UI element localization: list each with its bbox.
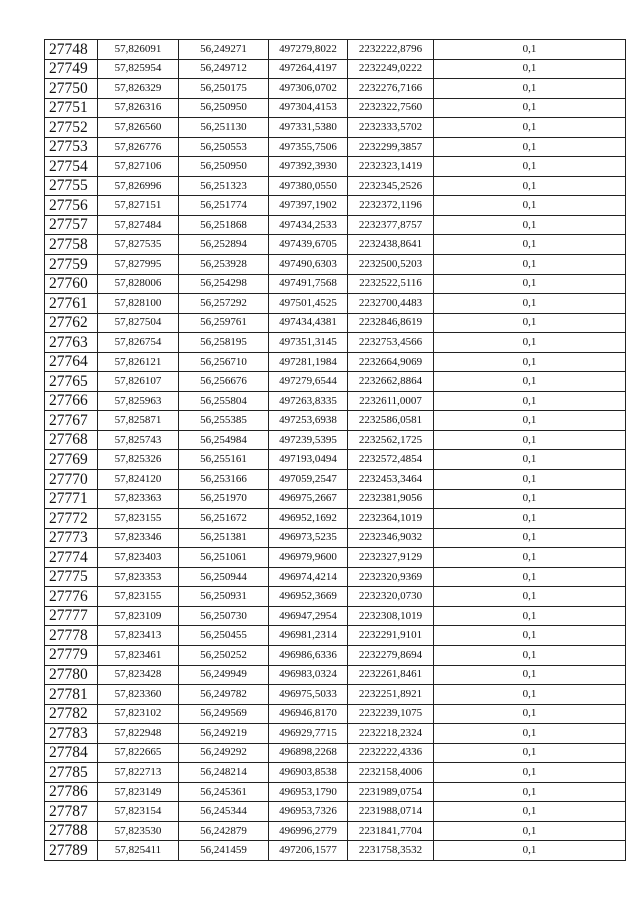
value-cell-1: 57,824120 — [98, 470, 179, 490]
value-cell-2: 56,251970 — [179, 489, 269, 509]
value-cell-4: 2232322,7560 — [348, 98, 434, 118]
value-cell-1: 57,827504 — [98, 313, 179, 333]
table-row — [45, 685, 626, 705]
value-cell-4: 2232611,0007 — [348, 391, 434, 411]
value-cell-3: 497264,4197 — [269, 59, 348, 79]
value-cell-2: 56,253928 — [179, 255, 269, 275]
table-row — [45, 372, 626, 392]
value-cell-5: 0,1 — [434, 470, 626, 490]
value-cell-1: 57,823149 — [98, 782, 179, 802]
value-cell-5: 0,1 — [434, 450, 626, 470]
value-cell-4: 2232846,8619 — [348, 313, 434, 333]
value-cell-2: 56,251323 — [179, 176, 269, 196]
value-cell-4: 2232251,8921 — [348, 685, 434, 705]
table-row — [45, 528, 626, 548]
value-cell-3: 496952,1692 — [269, 509, 348, 529]
value-cell-5: 0,1 — [434, 372, 626, 392]
point-number-cell: 27780 — [45, 665, 98, 685]
value-cell-2: 56,255161 — [179, 450, 269, 470]
point-number-cell: 27763 — [45, 333, 98, 353]
value-cell-5: 0,1 — [434, 137, 626, 157]
value-cell-1: 57,822713 — [98, 763, 179, 783]
value-cell-2: 56,257292 — [179, 294, 269, 314]
table-row — [45, 137, 626, 157]
point-number-cell: 27764 — [45, 352, 98, 372]
table-row — [45, 98, 626, 118]
point-number-cell: 27785 — [45, 763, 98, 783]
point-number-cell: 27779 — [45, 645, 98, 665]
value-cell-5: 0,1 — [434, 548, 626, 568]
value-cell-5: 0,1 — [434, 724, 626, 744]
value-cell-1: 57,823530 — [98, 821, 179, 841]
value-cell-3: 497281,1984 — [269, 352, 348, 372]
point-number-cell: 27758 — [45, 235, 98, 255]
value-cell-2: 56,256710 — [179, 352, 269, 372]
value-cell-3: 496986,6336 — [269, 645, 348, 665]
point-number-cell: 27766 — [45, 391, 98, 411]
table-row — [45, 841, 626, 861]
value-cell-3: 497380,0550 — [269, 176, 348, 196]
point-number-cell: 27772 — [45, 509, 98, 529]
value-cell-1: 57,823428 — [98, 665, 179, 685]
value-cell-3: 497279,8022 — [269, 40, 348, 60]
point-number-cell: 27769 — [45, 450, 98, 470]
value-cell-5: 0,1 — [434, 196, 626, 216]
value-cell-3: 497434,2533 — [269, 215, 348, 235]
value-cell-2: 56,241459 — [179, 841, 269, 861]
value-cell-3: 497439,6705 — [269, 235, 348, 255]
table-row — [45, 59, 626, 79]
value-cell-5: 0,1 — [434, 255, 626, 275]
value-cell-3: 497206,1577 — [269, 841, 348, 861]
value-cell-1: 57,823155 — [98, 587, 179, 607]
point-number-cell: 27770 — [45, 470, 98, 490]
value-cell-3: 497193,0494 — [269, 450, 348, 470]
value-cell-2: 56,250175 — [179, 79, 269, 99]
value-cell-3: 496996,2779 — [269, 821, 348, 841]
value-cell-2: 56,251672 — [179, 509, 269, 529]
value-cell-5: 0,1 — [434, 274, 626, 294]
value-cell-4: 2232662,8864 — [348, 372, 434, 392]
value-cell-3: 497351,3145 — [269, 333, 348, 353]
value-cell-5: 0,1 — [434, 79, 626, 99]
value-cell-2: 56,250252 — [179, 645, 269, 665]
value-cell-4: 2231989,0754 — [348, 782, 434, 802]
value-cell-2: 56,249949 — [179, 665, 269, 685]
value-cell-4: 2232218,2324 — [348, 724, 434, 744]
value-cell-1: 57,823353 — [98, 567, 179, 587]
value-cell-5: 0,1 — [434, 157, 626, 177]
point-number-cell: 27761 — [45, 294, 98, 314]
value-cell-1: 57,823109 — [98, 606, 179, 626]
value-cell-1: 57,823346 — [98, 528, 179, 548]
point-number-cell: 27751 — [45, 98, 98, 118]
value-cell-2: 56,259761 — [179, 313, 269, 333]
value-cell-5: 0,1 — [434, 626, 626, 646]
point-number-cell: 27759 — [45, 255, 98, 275]
value-cell-3: 497253,6938 — [269, 411, 348, 431]
value-cell-5: 0,1 — [434, 802, 626, 822]
value-cell-2: 56,255385 — [179, 411, 269, 431]
value-cell-2: 56,250944 — [179, 567, 269, 587]
point-number-cell: 27748 — [45, 40, 98, 60]
value-cell-5: 0,1 — [434, 98, 626, 118]
value-cell-5: 0,1 — [434, 313, 626, 333]
value-cell-4: 2232438,8641 — [348, 235, 434, 255]
value-cell-5: 0,1 — [434, 763, 626, 783]
point-number-cell: 27753 — [45, 137, 98, 157]
table-row — [45, 470, 626, 490]
table-row — [45, 430, 626, 450]
value-cell-3: 496903,8538 — [269, 763, 348, 783]
value-cell-1: 57,825326 — [98, 450, 179, 470]
point-number-cell: 27771 — [45, 489, 98, 509]
value-cell-2: 56,251868 — [179, 215, 269, 235]
value-cell-5: 0,1 — [434, 841, 626, 861]
value-cell-2: 56,250931 — [179, 587, 269, 607]
value-cell-4: 2232158,4006 — [348, 763, 434, 783]
value-cell-2: 56,249569 — [179, 704, 269, 724]
point-number-cell: 27762 — [45, 313, 98, 333]
value-cell-4: 2232320,0730 — [348, 587, 434, 607]
point-number-cell: 27749 — [45, 59, 98, 79]
value-cell-5: 0,1 — [434, 528, 626, 548]
value-cell-4: 2232291,9101 — [348, 626, 434, 646]
value-cell-4: 2232345,2526 — [348, 176, 434, 196]
value-cell-5: 0,1 — [434, 587, 626, 607]
value-cell-1: 57,826091 — [98, 40, 179, 60]
point-number-cell: 27775 — [45, 567, 98, 587]
value-cell-1: 57,826754 — [98, 333, 179, 353]
value-cell-1: 57,826776 — [98, 137, 179, 157]
value-cell-1: 57,823102 — [98, 704, 179, 724]
point-number-cell: 27774 — [45, 548, 98, 568]
value-cell-2: 56,251061 — [179, 548, 269, 568]
table-row — [45, 352, 626, 372]
value-cell-5: 0,1 — [434, 391, 626, 411]
value-cell-4: 2232222,4336 — [348, 743, 434, 763]
table-row — [45, 118, 626, 138]
value-cell-3: 496953,7326 — [269, 802, 348, 822]
point-number-cell: 27754 — [45, 157, 98, 177]
table-row — [45, 626, 626, 646]
value-cell-2: 56,254298 — [179, 274, 269, 294]
table-row — [45, 196, 626, 216]
table-row — [45, 294, 626, 314]
value-cell-5: 0,1 — [434, 645, 626, 665]
table-row — [45, 567, 626, 587]
value-cell-3: 496947,2954 — [269, 606, 348, 626]
table-row — [45, 40, 626, 60]
value-cell-1: 57,823403 — [98, 548, 179, 568]
value-cell-2: 56,253166 — [179, 470, 269, 490]
value-cell-1: 57,825954 — [98, 59, 179, 79]
value-cell-2: 56,256676 — [179, 372, 269, 392]
value-cell-5: 0,1 — [434, 40, 626, 60]
value-cell-4: 2232500,5203 — [348, 255, 434, 275]
value-cell-1: 57,827106 — [98, 157, 179, 177]
point-number-cell: 27768 — [45, 430, 98, 450]
value-cell-2: 56,249782 — [179, 685, 269, 705]
value-cell-3: 496975,5033 — [269, 685, 348, 705]
value-cell-5: 0,1 — [434, 59, 626, 79]
value-cell-2: 56,254984 — [179, 430, 269, 450]
point-number-cell: 27786 — [45, 782, 98, 802]
value-cell-3: 496973,5235 — [269, 528, 348, 548]
value-cell-1: 57,822948 — [98, 724, 179, 744]
value-cell-5: 0,1 — [434, 430, 626, 450]
value-cell-1: 57,825411 — [98, 841, 179, 861]
table-row — [45, 821, 626, 841]
value-cell-2: 56,251130 — [179, 118, 269, 138]
point-number-cell: 27757 — [45, 215, 98, 235]
value-cell-4: 2231988,0714 — [348, 802, 434, 822]
value-cell-2: 56,248214 — [179, 763, 269, 783]
value-cell-2: 56,249271 — [179, 40, 269, 60]
value-cell-4: 2232372,1196 — [348, 196, 434, 216]
value-cell-2: 56,252894 — [179, 235, 269, 255]
value-cell-1: 57,828006 — [98, 274, 179, 294]
value-cell-4: 2231841,7704 — [348, 821, 434, 841]
value-cell-3: 496929,7715 — [269, 724, 348, 744]
value-cell-2: 56,251381 — [179, 528, 269, 548]
point-number-cell: 27756 — [45, 196, 98, 216]
point-number-cell: 27777 — [45, 606, 98, 626]
value-cell-3: 496952,3669 — [269, 587, 348, 607]
value-cell-3: 496979,9600 — [269, 548, 348, 568]
value-cell-4: 2232586,0581 — [348, 411, 434, 431]
value-cell-1: 57,823413 — [98, 626, 179, 646]
value-cell-5: 0,1 — [434, 665, 626, 685]
value-cell-2: 56,245344 — [179, 802, 269, 822]
value-cell-4: 2232381,9056 — [348, 489, 434, 509]
value-cell-1: 57,823360 — [98, 685, 179, 705]
table-row — [45, 235, 626, 255]
value-cell-1: 57,823155 — [98, 509, 179, 529]
point-number-cell: 27787 — [45, 802, 98, 822]
table-row — [45, 215, 626, 235]
value-cell-1: 57,826996 — [98, 176, 179, 196]
value-cell-4: 2232239,1075 — [348, 704, 434, 724]
table-row — [45, 704, 626, 724]
value-cell-4: 2232572,4854 — [348, 450, 434, 470]
table-row — [45, 587, 626, 607]
value-cell-4: 2232522,5116 — [348, 274, 434, 294]
value-cell-1: 57,823363 — [98, 489, 179, 509]
point-number-cell: 27783 — [45, 724, 98, 744]
table-row — [45, 411, 626, 431]
point-number-cell: 27784 — [45, 743, 98, 763]
value-cell-5: 0,1 — [434, 411, 626, 431]
value-cell-3: 497306,0702 — [269, 79, 348, 99]
value-cell-4: 2232333,5702 — [348, 118, 434, 138]
value-cell-3: 497304,4153 — [269, 98, 348, 118]
value-cell-1: 57,822665 — [98, 743, 179, 763]
value-cell-5: 0,1 — [434, 294, 626, 314]
value-cell-4: 2232323,1419 — [348, 157, 434, 177]
value-cell-4: 2232364,1019 — [348, 509, 434, 529]
point-number-cell: 27755 — [45, 176, 98, 196]
value-cell-1: 57,827484 — [98, 215, 179, 235]
value-cell-3: 497263,8335 — [269, 391, 348, 411]
point-number-cell: 27773 — [45, 528, 98, 548]
value-cell-4: 2232562,1725 — [348, 430, 434, 450]
point-number-cell: 27767 — [45, 411, 98, 431]
coordinates-table — [44, 39, 626, 861]
value-cell-2: 56,249292 — [179, 743, 269, 763]
table-row — [45, 313, 626, 333]
value-cell-1: 57,823461 — [98, 645, 179, 665]
value-cell-2: 56,250455 — [179, 626, 269, 646]
value-cell-3: 497501,4525 — [269, 294, 348, 314]
table-row — [45, 391, 626, 411]
point-number-cell: 27760 — [45, 274, 98, 294]
value-cell-3: 497397,1902 — [269, 196, 348, 216]
value-cell-1: 57,827151 — [98, 196, 179, 216]
table-row — [45, 645, 626, 665]
point-number-cell: 27776 — [45, 587, 98, 607]
value-cell-5: 0,1 — [434, 782, 626, 802]
value-cell-3: 497491,7568 — [269, 274, 348, 294]
value-cell-3: 496974,4214 — [269, 567, 348, 587]
value-cell-4: 2232249,0222 — [348, 59, 434, 79]
value-cell-3: 497355,7506 — [269, 137, 348, 157]
value-cell-1: 57,826107 — [98, 372, 179, 392]
value-cell-2: 56,250950 — [179, 157, 269, 177]
value-cell-3: 496946,8170 — [269, 704, 348, 724]
value-cell-5: 0,1 — [434, 509, 626, 529]
value-cell-5: 0,1 — [434, 704, 626, 724]
table-row — [45, 79, 626, 99]
value-cell-4: 2232453,3464 — [348, 470, 434, 490]
value-cell-1: 57,823154 — [98, 802, 179, 822]
value-cell-5: 0,1 — [434, 567, 626, 587]
table-row — [45, 157, 626, 177]
value-cell-1: 57,825871 — [98, 411, 179, 431]
value-cell-2: 56,250730 — [179, 606, 269, 626]
table-row — [45, 802, 626, 822]
value-cell-5: 0,1 — [434, 352, 626, 372]
value-cell-2: 56,258195 — [179, 333, 269, 353]
value-cell-5: 0,1 — [434, 235, 626, 255]
value-cell-2: 56,245361 — [179, 782, 269, 802]
value-cell-5: 0,1 — [434, 743, 626, 763]
value-cell-5: 0,1 — [434, 333, 626, 353]
value-cell-1: 57,826329 — [98, 79, 179, 99]
value-cell-3: 496898,2268 — [269, 743, 348, 763]
value-cell-4: 2232320,9369 — [348, 567, 434, 587]
value-cell-5: 0,1 — [434, 489, 626, 509]
table-row — [45, 255, 626, 275]
value-cell-4: 2232261,8461 — [348, 665, 434, 685]
value-cell-2: 56,242879 — [179, 821, 269, 841]
value-cell-4: 2232664,9069 — [348, 352, 434, 372]
value-cell-1: 57,828100 — [98, 294, 179, 314]
value-cell-1: 57,827535 — [98, 235, 179, 255]
table-body — [45, 40, 626, 861]
point-number-cell: 27781 — [45, 685, 98, 705]
value-cell-2: 56,250950 — [179, 98, 269, 118]
table-row — [45, 509, 626, 529]
value-cell-3: 496953,1790 — [269, 782, 348, 802]
value-cell-2: 56,251774 — [179, 196, 269, 216]
value-cell-5: 0,1 — [434, 821, 626, 841]
value-cell-3: 496975,2667 — [269, 489, 348, 509]
point-number-cell: 27778 — [45, 626, 98, 646]
value-cell-2: 56,250553 — [179, 137, 269, 157]
value-cell-3: 496981,2314 — [269, 626, 348, 646]
value-cell-3: 497434,4381 — [269, 313, 348, 333]
value-cell-4: 2232753,4566 — [348, 333, 434, 353]
point-number-cell: 27788 — [45, 821, 98, 841]
value-cell-5: 0,1 — [434, 118, 626, 138]
value-cell-3: 497490,6303 — [269, 255, 348, 275]
value-cell-3: 497331,5380 — [269, 118, 348, 138]
table-row — [45, 274, 626, 294]
value-cell-4: 2232308,1019 — [348, 606, 434, 626]
point-number-cell: 27752 — [45, 118, 98, 138]
value-cell-4: 2232222,8796 — [348, 40, 434, 60]
value-cell-4: 2232276,7166 — [348, 79, 434, 99]
table-row — [45, 489, 626, 509]
value-cell-2: 56,255804 — [179, 391, 269, 411]
point-number-cell: 27782 — [45, 704, 98, 724]
value-cell-1: 57,827995 — [98, 255, 179, 275]
table-row — [45, 606, 626, 626]
value-cell-4: 2232377,8757 — [348, 215, 434, 235]
point-number-cell: 27789 — [45, 841, 98, 861]
table-row — [45, 333, 626, 353]
value-cell-2: 56,249712 — [179, 59, 269, 79]
value-cell-4: 2232700,4483 — [348, 294, 434, 314]
point-number-cell: 27765 — [45, 372, 98, 392]
value-cell-2: 56,249219 — [179, 724, 269, 744]
value-cell-5: 0,1 — [434, 685, 626, 705]
point-number-cell: 27750 — [45, 79, 98, 99]
table-row — [45, 665, 626, 685]
value-cell-5: 0,1 — [434, 215, 626, 235]
table-row — [45, 782, 626, 802]
table-row — [45, 548, 626, 568]
table-row — [45, 450, 626, 470]
value-cell-4: 2232279,8694 — [348, 645, 434, 665]
value-cell-5: 0,1 — [434, 176, 626, 196]
table-row — [45, 176, 626, 196]
value-cell-3: 497279,6544 — [269, 372, 348, 392]
value-cell-4: 2232299,3857 — [348, 137, 434, 157]
table-row — [45, 763, 626, 783]
value-cell-3: 497059,2547 — [269, 470, 348, 490]
value-cell-5: 0,1 — [434, 606, 626, 626]
value-cell-4: 2232327,9129 — [348, 548, 434, 568]
value-cell-4: 2232346,9032 — [348, 528, 434, 548]
value-cell-3: 496983,0324 — [269, 665, 348, 685]
value-cell-3: 497392,3930 — [269, 157, 348, 177]
value-cell-3: 497239,5395 — [269, 430, 348, 450]
value-cell-1: 57,826560 — [98, 118, 179, 138]
table-row — [45, 724, 626, 744]
value-cell-1: 57,826121 — [98, 352, 179, 372]
value-cell-1: 57,825743 — [98, 430, 179, 450]
value-cell-4: 2231758,3532 — [348, 841, 434, 861]
value-cell-1: 57,825963 — [98, 391, 179, 411]
value-cell-1: 57,826316 — [98, 98, 179, 118]
table-row — [45, 743, 626, 763]
